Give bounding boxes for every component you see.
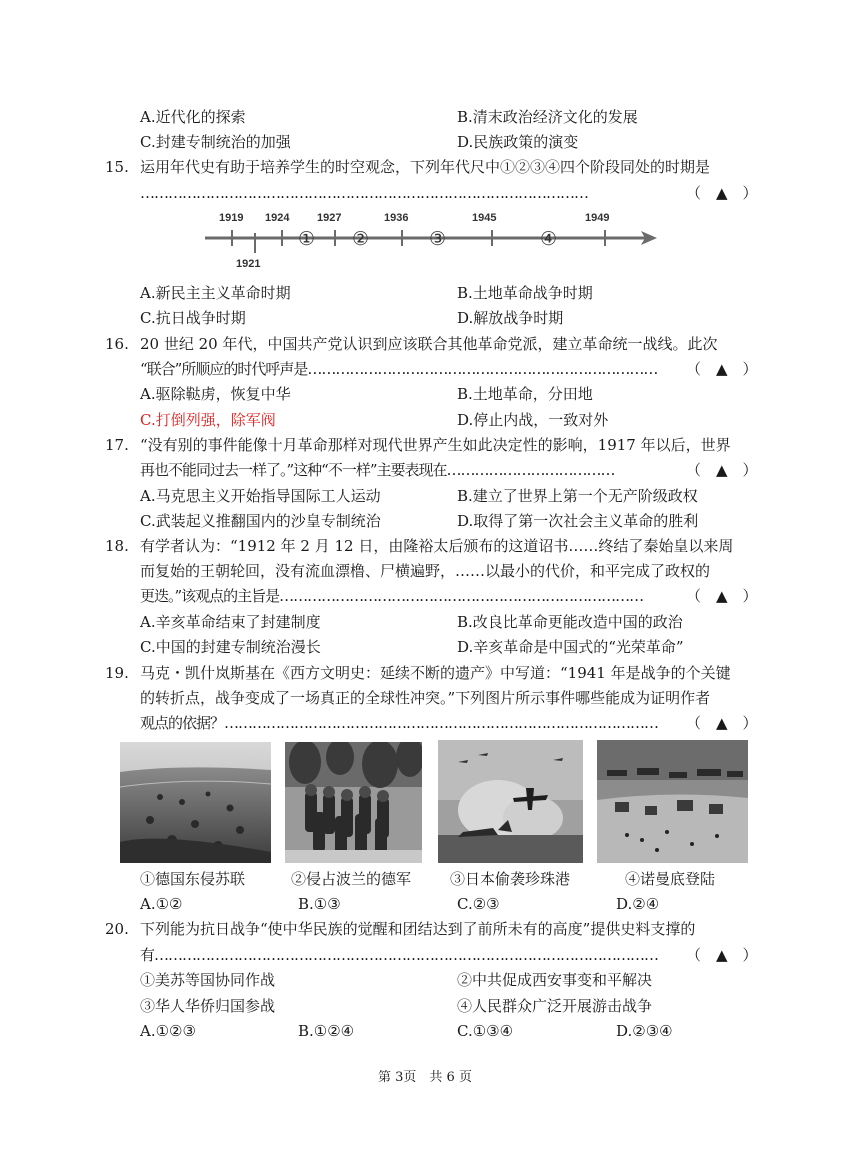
q14-option-c: C.封建专制统治的加强 — [140, 133, 291, 151]
q19-stem-line3: 观点的依据？………………………………………………………………………………… — [140, 714, 659, 732]
q15-dots: …………………………………………………………………………………… — [140, 184, 588, 202]
q20-number: 20. — [105, 920, 129, 938]
q19-caption-1: ①德国东侵苏联 — [140, 870, 246, 888]
q14-option-b: B.清末政治经济文化的发展 — [457, 108, 638, 126]
timeline-year-1949: 1949 — [585, 212, 610, 224]
q20-option-a: A.①②③ — [140, 1022, 196, 1040]
q20-item-4: ④人民群众广泛开展游击战争 — [457, 997, 653, 1015]
q17-answer-slot: （ ▲ ） — [686, 461, 758, 479]
q19-stem-line2: 的转折点，战争变成了一场真正的全球性冲突。”下列图片所示事件哪些能成为证明作者 — [140, 689, 711, 707]
q14-option-d: D.民族政策的演变 — [457, 133, 579, 151]
q17-stem-line2: 再也不能同过去一样了。”这种“不一样”主要表现在……………………………… — [140, 461, 615, 479]
timeline-stage-4: ④ — [540, 228, 558, 250]
q16-stem-line1: 20 世纪 20 年代，中国共产党认识到应该联合其他革命党派，建立革命统一战线。此次 — [140, 335, 718, 353]
photo-german-invasion-ussr — [120, 742, 271, 863]
q16-number: 16. — [105, 335, 129, 353]
q15-option-d: D.解放战争时期 — [457, 309, 564, 327]
q19-caption-2: ②侵占波兰的德军 — [291, 870, 412, 888]
page-footer: 第 3页 共 6 页 — [378, 1070, 472, 1085]
q14-option-a: A.近代化的探索 — [140, 108, 246, 126]
q18-option-c: C.中国的封建专制统治漫长 — [140, 638, 321, 656]
q18-stem-line1: 有学者认为：“1912 年 2 月 12 日，由隆裕太后颁布的这道诏书……终结了秦始皇以来周 — [140, 537, 734, 555]
timeline-year-1945: 1945 — [472, 212, 497, 224]
photo-pearl-harbor-attack — [438, 740, 583, 863]
q16-option-a: A.驱除鞑虏，恢复中华 — [140, 385, 291, 403]
q19-stem-line1: 马克・凯什岚斯基在《西方文明史：延续不断的遗产》中写道：“1941 年是战争的个关键 — [140, 664, 731, 682]
q15-option-a: A.新民主主义革命时期 — [140, 284, 291, 302]
q16-option-d: D.停止内战，一致对外 — [457, 411, 609, 429]
timeline-year-1924: 1924 — [265, 212, 290, 224]
timeline-figure — [195, 205, 670, 275]
timeline-year-1921: 1921 — [236, 258, 261, 270]
q17-option-d: D.取得了第一次社会主义革命的胜利 — [457, 512, 699, 530]
q18-option-d: D.辛亥革命是中国式的“光荣革命” — [457, 638, 684, 656]
q16-option-c-highlighted: C.打倒列强，除军阀 — [140, 411, 276, 429]
q16-stem-line2: “联合”所顺应的时代呼声是………………………………………………………………… — [140, 360, 658, 378]
q20-option-b: B.①②④ — [298, 1022, 355, 1040]
q20-item-1: ①美苏等国协同作战 — [140, 971, 276, 989]
q18-stem-line2: 而复始的王朝轮回，没有流血漂橹、尸横遍野，……以最小的代价，和平完成了政权的 — [140, 562, 711, 580]
q16-answer-slot: （ ▲ ） — [686, 360, 758, 378]
timeline-year-1919: 1919 — [219, 212, 244, 224]
q20-option-c: C.①③④ — [457, 1022, 514, 1040]
q19-caption-4: ④诺曼底登陆 — [625, 870, 716, 888]
q20-answer-slot: （ ▲ ） — [686, 946, 758, 964]
timeline-stage-2: ② — [352, 228, 370, 250]
q20-stem-line1: 下列能为抗日战争“使中华民族的觉醒和团结达到了前所未有的高度”提供史料支撑的 — [140, 920, 696, 938]
q17-option-a: A.马克思主义开始指导国际工人运动 — [140, 487, 381, 505]
q19-number: 19. — [105, 664, 129, 682]
q15-stem-line1: 运用年代史有助于培养学生的时空观念，下列年代尺中①②③④四个阶段同处的时期是 — [140, 158, 711, 176]
timeline-stage-1: ① — [298, 228, 316, 250]
q18-number: 18. — [105, 537, 129, 555]
timeline-year-1936: 1936 — [384, 212, 409, 224]
q18-stem-line3: 更迭。”该观点的主旨是…………………………………………………………………… — [140, 587, 644, 605]
q17-stem-line1: “没有别的事件能像十月革命那样对现代世界产生如此决定性的影响，1917 年以后，世界 — [140, 436, 731, 454]
q20-item-2: ②中共促成西安事变和平解决 — [457, 971, 653, 989]
q15-number: 15. — [105, 158, 129, 176]
q18-option-b: B.改良比革命更能改造中国的政治 — [457, 613, 683, 631]
q20-option-d: D.②③④ — [616, 1022, 673, 1040]
q15-answer-slot: （ ▲ ） — [686, 184, 758, 202]
q17-option-c: C.武装起义推翻国内的沙皇专制统治 — [140, 512, 381, 530]
q18-option-a: A.辛亥革命结束了封建制度 — [140, 613, 321, 631]
q19-option-d: D.②④ — [616, 895, 660, 913]
q19-option-b: B.①③ — [298, 895, 341, 913]
q17-number: 17. — [105, 436, 129, 454]
q20-stem-line2: 有……………………………………………………………………………………………… — [140, 946, 659, 964]
photo-german-troops-poland — [285, 742, 422, 863]
q17-option-b: B.建立了世界上第一个无产阶级政权 — [457, 487, 698, 505]
q19-caption-3: ③日本偷袭珍珠港 — [450, 870, 571, 888]
q19-option-c: C.②③ — [457, 895, 500, 913]
photo-normandy-landing — [597, 740, 748, 863]
timeline-stage-3: ③ — [429, 228, 447, 250]
q18-answer-slot: （ ▲ ） — [686, 587, 758, 605]
q16-option-b: B.土地革命，分田地 — [457, 385, 593, 403]
timeline-year-1927: 1927 — [317, 212, 342, 224]
q19-option-a: A.①② — [140, 895, 183, 913]
q15-option-b: B.土地革命战争时期 — [457, 284, 593, 302]
q19-answer-slot: （ ▲ ） — [686, 714, 758, 732]
q15-option-c: C.抗日战争时期 — [140, 309, 246, 327]
q20-item-3: ③华人华侨归国参战 — [140, 997, 276, 1015]
